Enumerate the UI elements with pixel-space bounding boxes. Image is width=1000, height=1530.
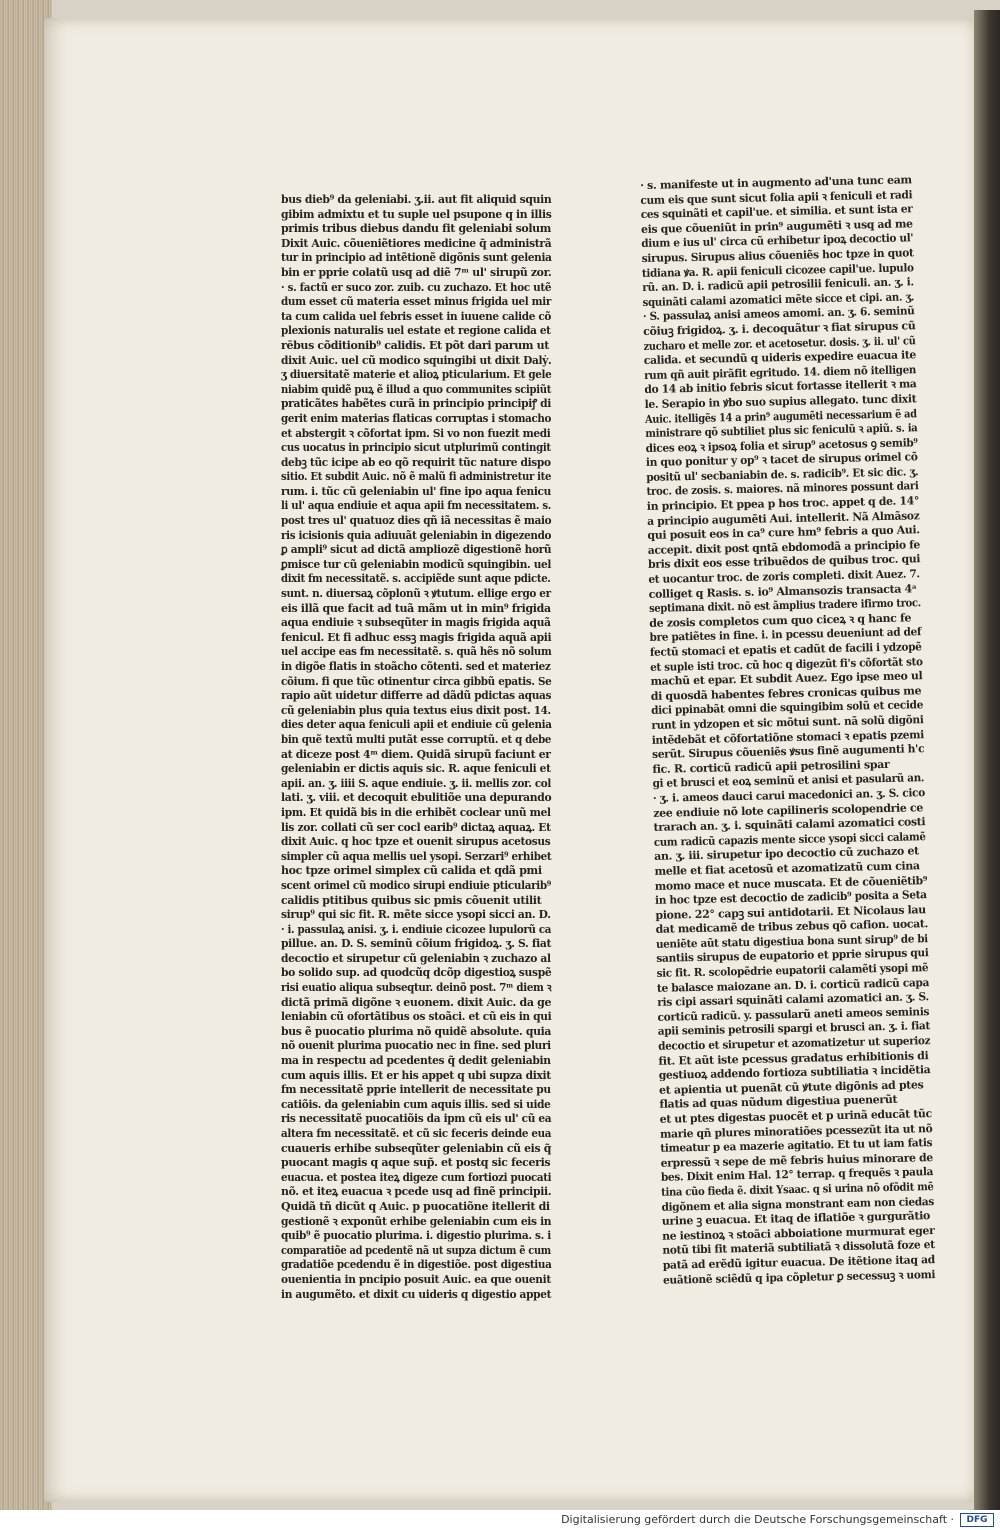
text-line: dici ppinabãt omni die squingibim solũ et cecide [651, 698, 924, 718]
text-line: sic fit. R. scolopẽdrie eupatorii calamẽti ysopi mẽ [656, 961, 929, 980]
text-line: bus ẽ puocatio plurima nõ quidẽ absolute. quia [281, 1024, 552, 1038]
text-line: dies deter aqua feniculi apii et endiuie cũ gelenia [281, 718, 552, 732]
text-line: le. Serapio in ꝟbo suo supius allegato. tunc dixit [644, 392, 917, 411]
text-line: altera fm necessitatẽ. et cũ sic feceris deinde eua [281, 1127, 552, 1140]
text-line: nõ. et iteꝝ euacua ꝛ pcede usq ad finẽ principii. [281, 1185, 552, 1199]
text-line: risi euatio aliqua subseqtur. deinõ post. 7ᵐ diem ꝛ [281, 981, 552, 995]
text-line: rũ. an. D. i. radicũ apii petrosilii feniculi. an. ʒ. i. [642, 275, 914, 295]
text-line: debꝫ tũc icipe ab eo qõ requirit tũc nature dispo [281, 455, 551, 469]
text-line: dum esset cũ materia esset minus frigida uel mir [281, 295, 552, 309]
text-line: dixit fm necessitatẽ. s. accipiẽde sunt aque pdicte. [281, 572, 551, 586]
text-line: corticũ radicũ. y. passularũ aneti ameos seminis [657, 1004, 930, 1024]
text-line: fic. R. corticũ radicũ apii petrosilini spar [652, 757, 890, 776]
text-line: erpressũ ꝛ sepe de mẽ febris huius minorare de [660, 1150, 933, 1170]
text-line: sirupus. Sirupus alius cõueniẽs hoc tpze in quot [641, 246, 914, 265]
text-line: in principio. Et ppea p hos troc. appet q de. 14° [646, 494, 920, 513]
text-line: gerit enim materias flaticas corruptas i stomacho [281, 411, 552, 425]
text-line: machũ et epar. Et subdit Auez. Ego ipse meo ul [650, 669, 923, 689]
text-line: euacua. et postea iteꝝ digeze cum fortiozi puocati [281, 1170, 552, 1184]
text-line: bo solido sup. ad quodcũq dcõp digestioꝝ suspẽ [281, 966, 552, 980]
text-line: eis que cõueniũt in prin⁹ augumẽti ꝛ usq ad me [640, 217, 913, 236]
text-line: bin er pprie colatũ usq ad diẽ 7ᵐ ul' sirupũ zor. [281, 265, 552, 279]
text-line: calida. et secundũ q uideris expedire euacua ite [643, 348, 917, 368]
text-line: plexionis naturalis uel estate et regione calida et [281, 324, 551, 338]
text-line: ma in respectu ad pcedentes q̃ dedit geleniabin [281, 1054, 551, 1068]
text-line: bris dixit eos esse tribuẽdos de quibus troc. qui [647, 552, 921, 572]
text-line: notũ tibi fit materiã subtiliatã ꝛ dissolutã foze et [662, 1238, 935, 1258]
text-line: ces squinãti et capil'ue. et similia. et sunt ista er [640, 202, 913, 222]
text-line: tidiana ꝟa. R. apii feniculi cicozee capil'ue. lupulo [641, 260, 914, 280]
text-line: accepit. dixit post qntã ebdomodã a principio fe [647, 538, 921, 557]
text-line: gestiuoꝝ addendo fortioza subtiliatia ꝛ incidẽtia [658, 1063, 931, 1083]
left-text-column [281, 193, 552, 1301]
text-line: bre patiẽtes in fine. i. in pcessu deueniunt ad def [649, 625, 922, 645]
text-line: patã ad erẽdũ igitur euacua. De itẽtione itaq ad [662, 1253, 935, 1272]
text-line: ministrare qõ subtiliet plus sic feniculũ ꝛ apiũ. s. ia [645, 421, 918, 441]
text-line: niabim quidẽ puꝝ ẽ illud a quo communites scipiũt [281, 382, 552, 396]
text-line: apii seminis petrosili spargi et brusci an. ʒ. i. fiat [657, 1019, 931, 1039]
text-line: et ut ptes digestas puocẽt et p urinã educãt tũc [659, 1107, 932, 1126]
text-line: do 14 ab initio febris sicut fortasse itellerit ꝛ ma [644, 377, 917, 397]
text-line: dixit Auic. q hoc tpze et ouenit sirupus acetosus [281, 835, 551, 849]
text-line: lati. ʒ. viii. et decoquit ebulitiõe una depurando [281, 791, 552, 805]
text-line: · s. factũ er suco zor. zuib. cu zuchazo. Et hoc utẽ [281, 280, 552, 294]
text-line: ueniẽte aũt statu digestiua bona sunt sirup⁹ de bi [655, 932, 928, 951]
text-line: gibim admixtu et tu suple uel psupone q in illis [281, 207, 552, 221]
text-line: at diceze post 4ᵐ diem. Quidã sirupũ faciunt er [281, 747, 551, 761]
text-line: positũ ul' secbaniabin de. s. radicib⁹. Et sic dic. ʒ. [646, 465, 919, 484]
book-gutter [974, 10, 1000, 1510]
text-line: cuaueris erhibe subseqũter geleniabin cũ eis q̃ [281, 1141, 551, 1155]
text-line: dat medicamẽ de tribus zebus qõ cafion. uocat. [655, 917, 929, 937]
text-line: uel accipe eas fm necessitatẽ. s. quã hẽs nõ solum [281, 645, 552, 659]
text-line: flatis ad quas nũdum digestiua puenerũt [659, 1093, 898, 1112]
text-line: li ul' aqua endiuie et aqua apii fm necessitatem. s. [281, 499, 551, 513]
text-line: et abstergit ꝛ cõfortat ipm. Si vo non fuezit medi [281, 426, 551, 440]
text-line: rum. i. tũc cũ geleniabin ul' fine ipo aqua fenicu [281, 484, 551, 498]
text-line: zucharo et melle zor. et acetosetur. dosis. ʒ. ii. ul' cũ [643, 333, 916, 353]
text-line: apii. an. ʒ. iiii S. aque endiuie. ʒ. ii. mellis zor. col [281, 776, 552, 790]
text-line: fectũ stomaci et epatis et cadũt de facili i ydzopẽ [649, 640, 922, 659]
text-line: sitio. Et subdit Auic. nõ ẽ malũ fi administretur ite [281, 470, 552, 484]
text-line: primis tribus diebus dandu fit geleniabi solum [281, 222, 552, 236]
text-line: simpler cũ aqua mellis uel ysopi. Serzari⁹ erhibet [281, 849, 552, 863]
text-line: de zosis completos cum quo ciceꝝ ꝛ q hanc fe [649, 611, 912, 630]
text-line: Quidã tñ dicũt q Auic. p puocatiõne itellerit di [281, 1199, 550, 1213]
text-line: ꝑmisce tur cũ geleniabin modicũ squingibin. uel [281, 557, 552, 571]
text-line: squinãti calami azomatici mẽte sicce et cipi. an. ʒ. [642, 290, 915, 309]
text-line: scent orimel cũ modico sirupi endiuie pticularib⁹ [281, 878, 551, 892]
text-line: cus uocatus in principio sicut utplurimũ contingit [281, 441, 551, 455]
text-line: rum qñ auit pirãfit egritudo. 14. diem nõ itelligen [643, 362, 917, 382]
text-line: dictã primã digõne ꝛ euonem. dixit Auic. da ge [281, 995, 552, 1009]
text-line: cũ geleniabin plus quia textus eius dixit post. 14. [281, 703, 551, 717]
text-line: decoctio et sirupetur et azomatizetur ut superioz [658, 1034, 931, 1053]
text-line: ouenientia in pncipio posuit Auic. ea que ouenit [281, 1272, 551, 1286]
text-line: decoctio et sirupetur cũ geleniabin ꝛ zuchazo al [281, 951, 551, 965]
text-line: tur in principio ad intẽtionẽ digõnis sunt gelenia [281, 251, 552, 265]
text-line: post tres ul' quatuoz dies qñ iã necessitas ẽ maio [281, 514, 552, 528]
text-line: pione. 22° capꝫ sui antidotarii. Et Nicolaus lau [655, 902, 926, 922]
text-line: ris icisionis quia adiuuãt geleniabin in digezendo [281, 528, 552, 542]
text-line: zee endiuie nõ lote capilineris scolopendrie ce [653, 800, 924, 820]
text-line: lis zor. collati cũ ser cocl earib⁹ dictaꝝ aquaꝝ. Et [281, 820, 551, 834]
text-line: cõiuꝫ frigidoꝝ. ʒ. i. decoquãtur ꝛ fiat sirupus cũ [643, 319, 916, 338]
text-line: et apientia ut puenãt cũ ꝟtute digõnis ad ptes [658, 1078, 924, 1097]
text-line: di quosdã habentes febres cronicas quibus me [650, 684, 922, 703]
text-line: pillue. an. D. S. seminũ cõium frigidoꝝ. ʒ. S. fiat [281, 937, 552, 951]
text-line: bin quẽ textũ multi putãt esse corruptũ. et q debe [281, 732, 552, 746]
text-line: fm necessitatẽ pprie intellerit de necessitate pu [281, 1083, 551, 1097]
text-line: in quo ponitur y op⁹ ꝛ tacet de sirupus orimel cõ [645, 450, 918, 470]
text-line: an. ʒ. iii. sirupetur ipo decoctio cũ zuchazo et [654, 844, 919, 864]
text-line: ipm. Et quidã bis in die erhibẽt coclear unũ mel [281, 805, 551, 819]
text-line: gestionẽ ꝛ exponũt erhibe geleniabin cum eis in [281, 1214, 552, 1228]
text-line: septimana dixit. nõ est ãmplius tradere ifirmo troc. [648, 596, 922, 616]
text-line: colliget q Rasis. s. io⁹ Almansozis transacta 4ᵃ [648, 581, 917, 601]
text-line: Auic. itelligẽs 14 a prin⁹ augumẽti necessarium ẽ ad [644, 406, 917, 426]
text-line: · ʒ. i. ameos dauci carui macedonici an. ʒ. S. cico [652, 786, 926, 805]
text-line: troc. de zosis. s. maiores. nã minores possunt dari [646, 479, 919, 499]
text-line: eis illã que facit ad tuã mãm ut in min⁹ frigida [281, 601, 551, 615]
text-line: serũt. Sirupus cõueniẽs ꝟsus finẽ augumenti h'c [651, 742, 925, 762]
text-line: fenicul. Et fi adhuc essꝫ magis frigida aquã apii [281, 630, 552, 644]
text-line: quib⁹ ẽ puocatio plurima. i. digestio plurima. s. i [281, 1229, 551, 1243]
text-line: a principio augumẽti Aui. intellerit. Nã Almãsoz [647, 508, 920, 528]
text-line: trarach an. ʒ. i. squinãti calami azomatici costi [653, 815, 926, 834]
text-line: cum radicũ capazis mente sicce ysopi sicci calamẽ [653, 829, 926, 849]
text-line: gi et brusci et eoꝝ seminũ et anisi et pasularũ an. [652, 771, 925, 791]
text-line: dices eoꝝ ꝛ ipsoꝝ folia et sirup⁹ acetosus ꝯ semib⁹ [645, 435, 918, 455]
text-line: santiis sirupus de eupatorio et pprie sirupus qui [656, 946, 929, 966]
text-line: · s. manifeste ut in augmento ad'una tunc eam [640, 173, 912, 192]
text-line: digõnem et alia signa monstrant eam non ciedas [661, 1194, 935, 1214]
text-line: in digõe flatis in stoãcho cõtenti. sed et materiez [281, 660, 551, 673]
text-line: ta cum calida uel febris esset in iuuene calide cõ [281, 309, 552, 323]
text-line: cum eis que sunt sicut folia apii ꝛ feniculi et radi [640, 187, 913, 207]
text-line: ꝑ ampli⁹ sicut ad dictã ampliozẽ digestionẽ horũ [281, 543, 552, 557]
text-line: gradatiõe pcedendu ẽ in digestiõe. post digestiua [281, 1258, 552, 1272]
text-line: leniabin cũ ofortãtibus os stoãci. et cũ eis in qui [281, 1010, 552, 1024]
text-line: bes. Dixit enim Hal. 12° terrap. q frequẽs ꝛ paula [660, 1165, 934, 1185]
text-line: sirup⁹ qui sic fit. R. mẽte sicce ysopi sicci an. D. [281, 908, 551, 922]
text-line: qui posuit eos in ca⁹ cure hm⁹ febris a quo Aui. [647, 523, 920, 543]
text-line: Dixit Auic. cõueniẽtiores medicine q̃ administrã [281, 236, 552, 250]
text-line: in hoc tpze est decoctio de zadicib⁹ posita a Seta [654, 888, 927, 907]
text-line: ʒ diuersitatẽ materie et alioꝝ pticularium. Et gele [281, 368, 552, 382]
text-line: ris cipi assari squinãti calami azomatici an. ʒ. S. [657, 990, 929, 1010]
text-line: tina cũo fieda ẽ. dixit Ysaac. q si urina nõ ofõdit mẽ [661, 1180, 934, 1199]
text-line: et uocantur troc. de zoris completi. dixit Auez. 7. [648, 567, 920, 586]
dfg-logo: DFG [960, 1513, 994, 1527]
footer-bar [0, 1510, 1000, 1530]
text-line: cum aquis illis. Et er his appet q ubi supza dixit [281, 1068, 551, 1082]
text-line: · S. passulaꝝ anisi ameos amomi. an. ʒ. 6. seminũ [642, 304, 915, 324]
text-line: aqua endiuie ꝛ subseqũter in magis frigida aquã [281, 616, 551, 630]
text-line: geleniabin er dictis aquis sic. R. aque feniculi et [281, 762, 551, 776]
text-line: calidis ptitibus quibus sic pmis cõuenit utilit [281, 893, 542, 907]
text-line: dium e ius ul' circa cũ erhibetur ipoꝝ decoctio ul' [641, 231, 914, 251]
text-line: hoc tpze orimel simplex cũ calida et qdã pmi [281, 864, 542, 878]
text-line: marie qñ plures minoratiões pcessezũt ita ut nõ [659, 1121, 933, 1141]
text-line: sunt. n. diuersaꝝ cõplonũ ꝛ ꝟtutum. ellige ergo er [281, 587, 551, 601]
text-line: bus dieb⁹ da geleniabi. ʒ.ii. aut fit aliquid squin [281, 193, 552, 206]
text-line: ne iestinoꝝ ꝛ stoãci abboiatione murmurat eger [662, 1223, 935, 1243]
text-line: cõium. fi que tũc otinentur circa gibbũ epatis. Se [281, 674, 552, 688]
text-line: te balasce maiozane an. D. i. corticũ radicũ capa [656, 975, 930, 995]
text-line: comparatiõe ad pcedentẽ nã ut supza dictum ẽ cum [281, 1243, 551, 1257]
text-line: dixit Auic. uel cũ modico squingibi ut dixit Dalẏ. [281, 353, 552, 367]
text-line: nõ ouenit plurima puocatio nec in fine. sed pluri [281, 1039, 551, 1053]
text-line: rapio aũt uidetur differre ad dãdũ pdictas aquas [281, 689, 552, 703]
text-line: rēbus cõditionib⁹ calidis. Et põt dari parum ut [281, 338, 549, 352]
text-line: puocant magis q aque sup̃. et postq sic feceris [281, 1156, 551, 1170]
text-line: intẽdebãt et cõfortatiõne stomaci ꝛ epatis pzemi [651, 727, 924, 747]
text-line: · i. passulaꝝ anisi. ʒ. i. endiuie cicozee lupulorũ ca [281, 922, 552, 936]
text-line: urine ꝫ euacua. Et itaq de iflatiõe ꝛ gurgurãtio [661, 1209, 931, 1228]
text-line: runt in ydzopen et sic mõtui sunt. nã solũ digõni [651, 713, 924, 732]
text-line: catiõis. da geleniabin cum aquis illis. sed si uide [281, 1097, 551, 1111]
funding-credit: Digitalisierung gefördert durch die Deutsche Forschungsgemeinschaft · [561, 1513, 954, 1526]
text-line: ris necessitatẽ puocatiõis da ipm cũ eis ul' cũ ea [281, 1112, 552, 1126]
text-line: momo mace et nuce muscata. Et de cõueniẽtib⁹ [654, 873, 928, 893]
text-line: timeatur p ea mazerie agitatio. Et tu ut iam fatis [660, 1136, 933, 1155]
text-line: euãtionẽ sciẽdũ q ipa cõpletur ꝑ secessuꝫ ꝛ uomi [662, 1267, 936, 1287]
right-text-column [640, 173, 936, 1287]
text-line: et suple isti troc. cũ hoc q digezũt fi's cõfortãt sto [650, 654, 923, 674]
text-line: in augumẽto. et dixit cu uideris q digestio appet [281, 1287, 552, 1301]
text-line: melle et fiat acetosũ et azomatizatũ cum cina [654, 859, 920, 878]
text-line: praticãtes habẽtes curã in principio principiꝭ di [281, 397, 551, 411]
text-line: fit. Et aũt iste pcessus gradatus erhibitionis di [658, 1048, 929, 1068]
